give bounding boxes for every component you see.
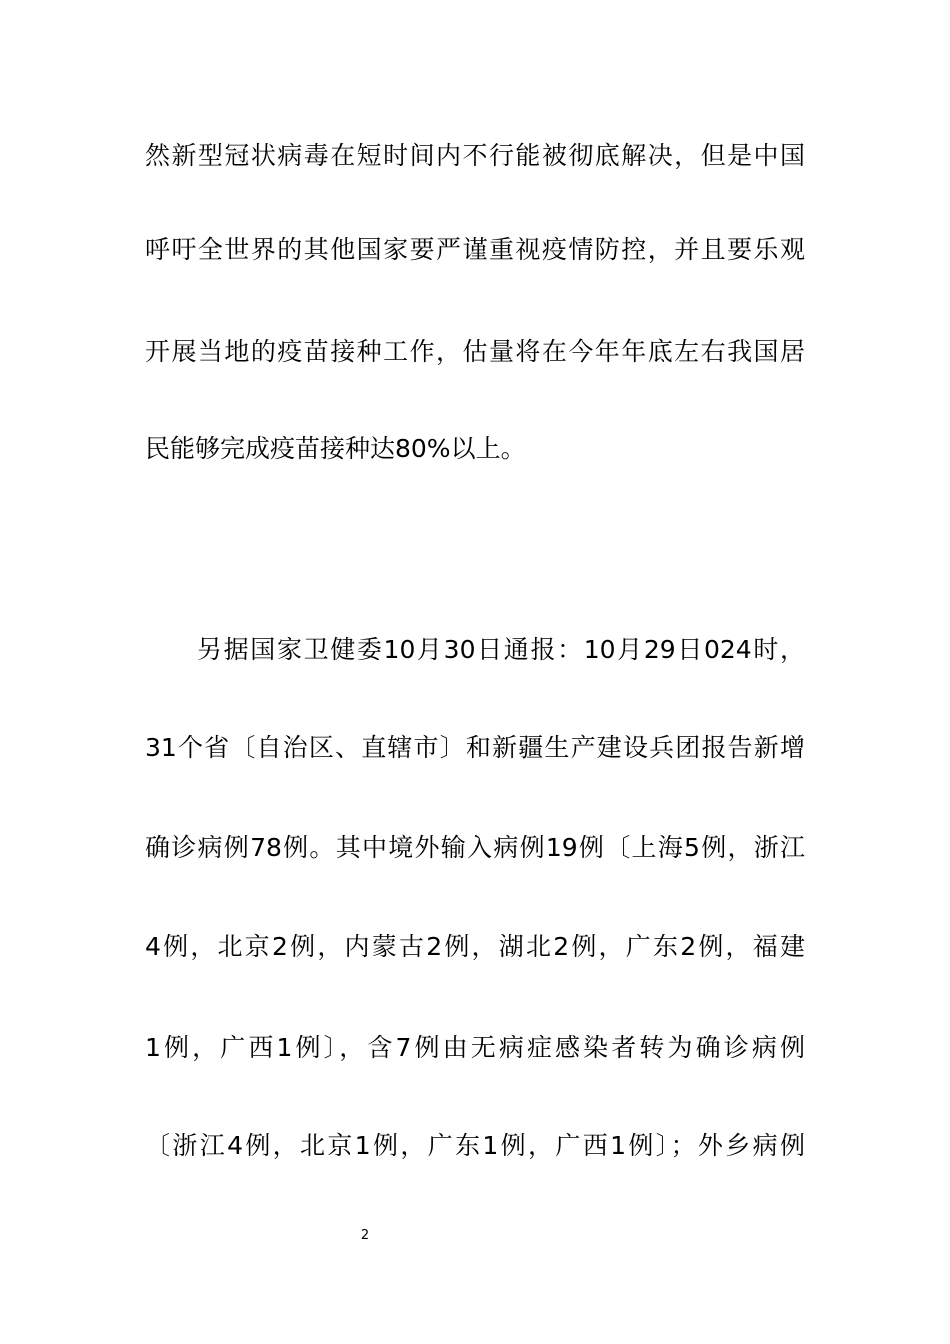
- paragraph-2-line-6: 〔浙江4例，北京1例，广东1例，广西1例〕；外乡病例: [145, 1131, 805, 1160]
- page-number: 2: [360, 1228, 370, 1243]
- paragraph-2-line-4: 4例，北京2例，内蒙古2例，湖北2例，广东2例，福建: [145, 932, 805, 961]
- paragraph-1-line-3: 开展当地的疫苗接种工作，估量将在今年年底左右我国居: [145, 337, 805, 366]
- paragraph-1-line-4: 民能够完成疫苗接种达80%以上。: [145, 434, 526, 463]
- paragraph-2-line-2: 31个省〔自治区、直辖市〕和新疆生产建设兵团报告新增: [145, 733, 805, 762]
- paragraph-2-line-1: 另据国家卫健委10月30日通报：10月29日024时，: [197, 635, 805, 664]
- paragraph-2-line-3: 确诊病例78例。其中境外输入病例19例〔上海5例，浙江: [145, 833, 805, 862]
- paragraph-1-line-1: 然新型冠状病毒在短时间内不行能被彻底解决，但是中国: [145, 141, 805, 170]
- paragraph-2-line-5: 1例，广西1例〕，含7例由无病症感染者转为确诊病例: [145, 1033, 805, 1062]
- paragraph-1-line-2: 呼吁全世界的其他国家要严谨重视疫情防控，并且要乐观: [145, 235, 805, 264]
